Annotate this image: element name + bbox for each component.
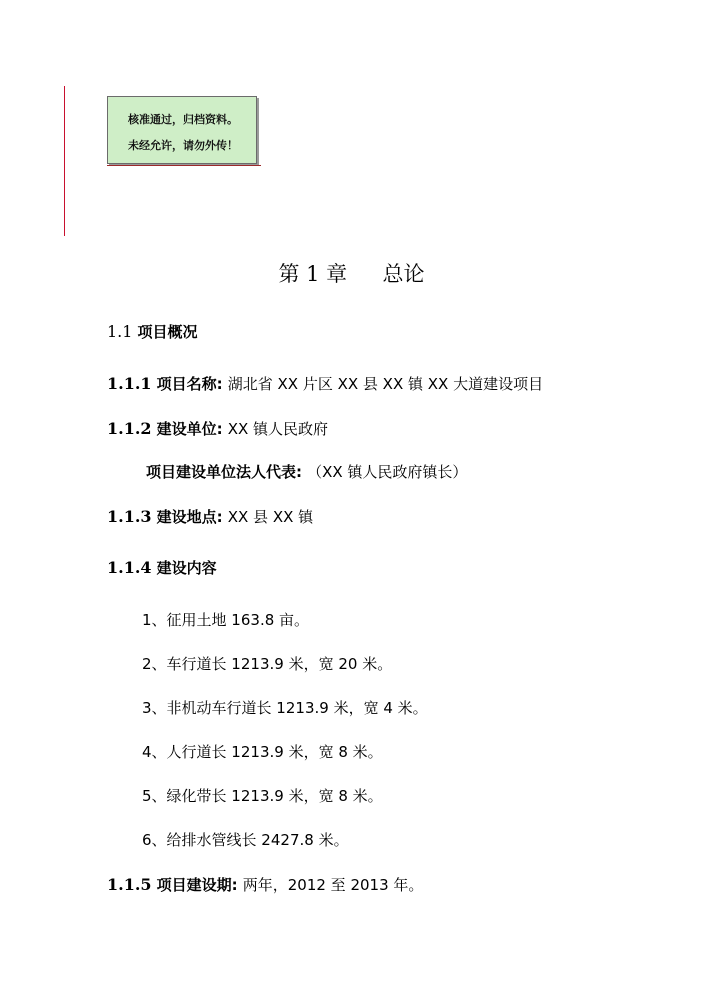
item-number: 1.1.5 xyxy=(107,875,152,894)
item-value: XX 县 XX 镇 xyxy=(227,508,314,526)
chapter-heading xyxy=(0,258,703,288)
item-label: 建设单位: xyxy=(156,420,223,438)
margin-rule xyxy=(64,86,65,236)
item-label: 建设内容 xyxy=(156,559,217,577)
section-heading-1-1 xyxy=(107,321,198,342)
item-construction-site xyxy=(107,506,313,527)
content-item: 3、非机动车行道长 1213.9 米，宽 4 米。 xyxy=(142,699,428,717)
content-item: 6、给排水管线长 2427.8 米。 xyxy=(142,831,349,849)
item-label: 项目名称: xyxy=(156,375,223,393)
item-value: 湖北省 XX 片区 XX 县 XX 镇 XX 大道建设项目 xyxy=(227,375,544,393)
item-construction-content xyxy=(107,557,217,578)
item-label: 建设地点: xyxy=(156,508,223,526)
item-legal-representative xyxy=(146,461,467,482)
item-value: 两年，2012 至 2013 年。 xyxy=(242,876,424,894)
section-number: 1.1 xyxy=(107,322,133,341)
item-label: 项目建设单位法人代表: xyxy=(146,463,302,481)
item-number: 1.1.3 xyxy=(107,507,152,526)
item-value: （XX 镇人民政府镇长） xyxy=(307,463,468,481)
content-item: 2、车行道长 1213.9 米，宽 20 米。 xyxy=(142,655,393,673)
item-project-name xyxy=(107,373,543,394)
content-item: 1、征用土地 163.8 亩。 xyxy=(142,611,310,629)
content-item: 4、人行道长 1213.9 米，宽 8 米。 xyxy=(142,743,383,761)
stamp-underline xyxy=(107,165,261,166)
item-label: 项目建设期: xyxy=(156,876,238,894)
item-value: XX 镇人民政府 xyxy=(227,420,329,438)
stamp-line-approved: 核准通过，归档资料。 xyxy=(128,113,238,126)
item-construction-period xyxy=(107,874,423,895)
stamp-line-confidential: 未经允许，请勿外传！ xyxy=(128,139,238,152)
chapter-number: 第 1 章 xyxy=(278,262,348,286)
section-title: 项目概况 xyxy=(137,323,198,341)
content-item: 5、绿化带长 1213.9 米，宽 8 米。 xyxy=(142,787,383,805)
approval-stamp xyxy=(107,96,257,164)
item-number: 1.1.1 xyxy=(107,374,152,393)
item-number: 1.1.2 xyxy=(107,419,152,438)
chapter-title: 总论 xyxy=(382,262,425,286)
item-construction-unit xyxy=(107,418,328,439)
item-number: 1.1.4 xyxy=(107,558,152,577)
